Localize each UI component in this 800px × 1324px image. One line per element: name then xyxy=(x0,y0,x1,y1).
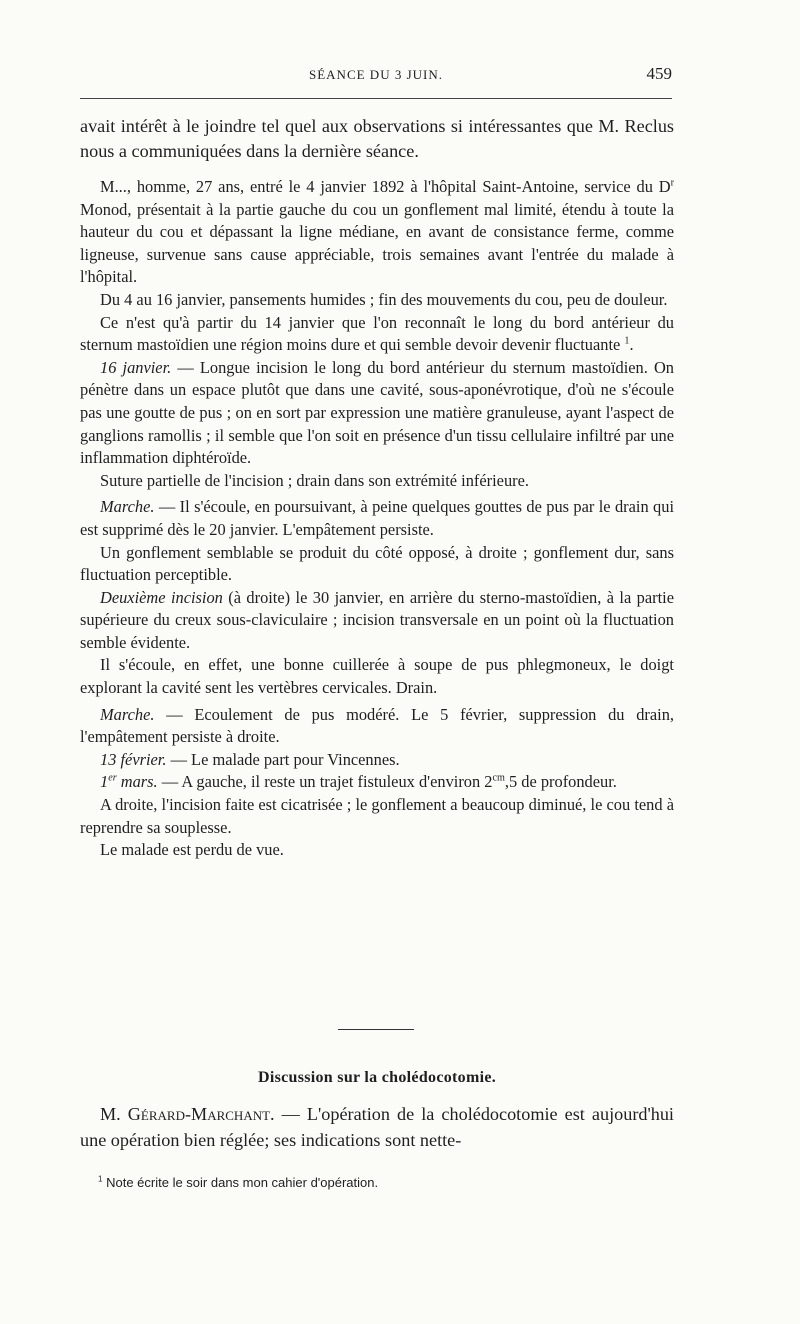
case-paragraph-9: Il s'écoule, en effet, une bonne cuillerée à soupe de pus phlegmoneux, le doigt explorant la cavité sent les vertèbres cervicales. Drain. xyxy=(80,655,674,698)
footnote-ref: 1 xyxy=(624,335,630,347)
case-paragraph-10: Marche. — Ecoulement de pus modéré. Le 5 février, suppression du drain, l'empâtement persiste à droite. xyxy=(80,704,674,747)
section-separator xyxy=(338,1029,414,1030)
footnote-marker: 1 xyxy=(98,1174,103,1184)
page-number: 459 xyxy=(646,64,672,83)
case-paragraph-1: M..., homme, 27 ans, entré le 4 janvier 1892 à l'hôpital Saint-Antoine, service du $D^r$ Monod, présentait à la partie gauche du cou un gonflement mal limité, étendu à toute la hauteur du cou et dépassant la ligne médiane, en avant de consistance ferme, comme ligneuse, survenue sans cause appréciable, trois semaines avant l'entrée du malade à l'hôpital. xyxy=(80,177,674,287)
body-text xyxy=(80,114,674,862)
case-paragraph-11: 13 février. — Le malade part pour Vincennes. xyxy=(100,749,400,769)
footnote-text: Note écrite le soir dans mon cahier d'opération. xyxy=(102,1175,379,1190)
case-paragraph-13: A droite, l'incision faite est cicatrisée ; le gonflement a beaucoup diminué, le cou tend à reprendre sa souplesse. xyxy=(80,795,674,837)
header-rule xyxy=(80,98,672,99)
intro-paragraph: avait intérêt à le joindre tel quel aux observations si intéressantes que M. Reclus nous a communiquées dans la dernière séance. xyxy=(80,116,674,161)
case-paragraph-3: Ce n'est qu'à partir du 14 janvier que l'on reconnaît le long du bord antérieur du sternum mastoïdien une région moins dure et qui semble devoir devenir fluctuante $^1$. xyxy=(80,312,674,355)
case-paragraph-4: 16 janvier. — Longue incision le long du bord antérieur du sternum mastoïdien. On pénètre dans un espace plutôt que dans une cavité, sous-aponévrotique, d'où ne s'écoule pas une goutte de pus ; on en sort par expression une matière granuleuse, ayant l'aspect de ganglions ramollis ; il semble que l'on soit en présence d'un tissu cellulaire infiltré par une inflammation diphtéroïde. xyxy=(80,357,674,468)
case-paragraph-5: Suture partielle de l'incision ; drain dans son extrémité inférieure. xyxy=(100,470,529,490)
case-paragraph-2: Du 4 au 16 janvier, pansements humides ; fin des mouvements du cou, peu de douleur. xyxy=(100,289,668,309)
case-paragraph-14: Le malade est perdu de vue. xyxy=(100,840,284,860)
speaker-name: M. Gérard-Marchant. xyxy=(100,1104,275,1124)
case-paragraph-7: Un gonflement semblable se produit du côté opposé, à droite ; gonflement dur, sans fluctuation perceptible. xyxy=(80,542,674,585)
closing-paragraph: M. Gérard-Marchant. — L'opération de la cholédocotomie est aujourd'hui une opération bien réglée; ses indications sont nette- xyxy=(80,1104,674,1150)
footnote xyxy=(98,1175,678,1190)
running-header xyxy=(80,64,672,86)
case-paragraph-12: 1er mars. — A gauche, il reste un trajet fistuleux d'environ $2^{cm},5$ de profondeur. xyxy=(100,772,617,792)
running-title: SÉANCE DU 3 JUIN. xyxy=(309,67,443,82)
case-paragraph-6: Marche. — Il s'écoule, en poursuivant, à peine quelques gouttes de pus par le drain qui est supprimé dès le 20 janvier. L'empâtement persiste. xyxy=(80,497,674,539)
case-paragraph-8: Deuxième incision (à droite) le 30 janvier, en arrière du sterno-mastoïdien, à la partie supérieure du creux sous-claviculaire ; incision transversale en un point où la fluctuation semble évidente. xyxy=(80,587,674,652)
closing-text xyxy=(80,1102,674,1153)
section-title: Discussion sur la cholédocotomie. xyxy=(257,1069,497,1086)
